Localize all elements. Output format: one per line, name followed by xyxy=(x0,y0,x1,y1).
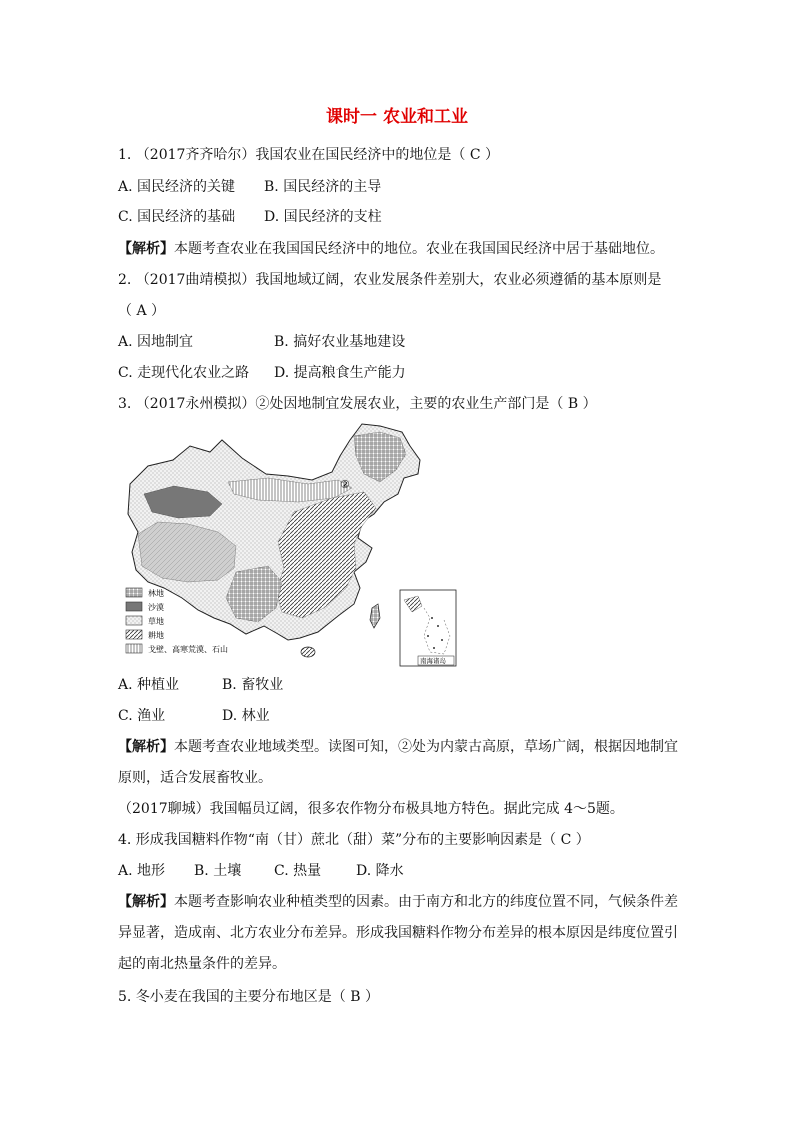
q2-stem-answer: （ A ） xyxy=(118,303,166,319)
q1-stem: 1. （2017齐齐哈尔）我国农业在国民经济中的地位是（ C ） xyxy=(118,147,500,163)
q3-option-c: C. 渔业 xyxy=(118,708,166,724)
q2-option-b: B. 搞好农业基地建设 xyxy=(274,334,406,350)
q3-option-d: D. 林业 xyxy=(222,708,270,724)
q4-analysis xyxy=(118,893,678,911)
q2-options-row-1 xyxy=(118,333,405,351)
q4-analysis-line-3: 起的南北热量条件的差异。 xyxy=(118,956,286,972)
q2-option-c: C. 走现代化农业之路 xyxy=(118,365,250,381)
q1-analysis-tag: 【解析】 xyxy=(118,241,174,257)
q3-option-a: A. 种植业 xyxy=(118,677,180,693)
hainan-island xyxy=(301,647,315,657)
q4-option-c: C. 热量 xyxy=(274,863,322,879)
q4-analysis-tag: 【解析】 xyxy=(118,894,174,910)
q3-analysis-line-2: 原则，适合发展畜牧业。 xyxy=(118,770,272,786)
legend-forest: 林地 xyxy=(148,589,164,598)
q4-options-row xyxy=(118,862,404,880)
q4-stem: 4. 形成我国糖料作物“南（甘）蔗北（甜）菜”分布的主要影响因素是（ C ） xyxy=(118,832,590,848)
page-title: 课时一 农业和工业 xyxy=(326,107,468,127)
legend-farmland: 耕地 xyxy=(148,631,164,640)
q2-stem: 2. （2017曲靖模拟）我国地域辽阔，农业发展条件差别大，农业必须遵循的基本原则是 xyxy=(118,272,662,288)
map-marker-2: ② xyxy=(340,478,350,491)
q2-option-a: A. 因地制宜 xyxy=(118,334,194,350)
q1-options-row-2 xyxy=(118,208,382,226)
q3-options-row-2 xyxy=(118,707,270,725)
q1-option-c: C. 国民经济的基础 xyxy=(118,209,236,225)
q4-option-d: D. 降水 xyxy=(356,863,404,879)
q1-option-a: A. 国民经济的关键 xyxy=(118,179,236,195)
q2-option-d: D. 提高粮食生产能力 xyxy=(274,365,406,381)
legend-desert: 沙漠 xyxy=(148,603,164,612)
q4-analysis-text: 本题考查影响农业种植类型的因素。由于南方和北方的纬度位置不同，气候条件差 xyxy=(174,894,678,910)
legend-gobi: 戈壁、高寒荒漠、石山 xyxy=(148,645,228,654)
taiwan-island xyxy=(370,604,380,628)
q1-options-row-1 xyxy=(118,178,381,196)
q1-analysis-text: 本题考查农业在我国国民经济中的地位。农业在我国国民经济中居于基础地位。 xyxy=(174,241,664,257)
q3-options-row-1 xyxy=(118,676,283,694)
q3-stem: 3. （2017永州模拟）②处因地制宜发展农业，主要的农业生产部门是（ B ） xyxy=(118,396,597,412)
q5-stem: 5. 冬小麦在我国的主要分布地区是（ B ） xyxy=(118,989,379,1005)
q3-option-b: B. 畜牧业 xyxy=(222,677,284,693)
q1-option-b: B. 国民经济的主导 xyxy=(264,179,382,195)
q3-analysis xyxy=(118,738,678,756)
q3-analysis-text: 本题考查农业地域类型。读图可知，②处为内蒙古高原，草场广阔，根据因地制宜 xyxy=(174,739,678,755)
q1-analysis xyxy=(118,240,664,258)
q2-options-row-2 xyxy=(118,364,406,382)
q4-analysis-line-2: 异显著，造成南、北方农业分布差异。形成我国糖料作物分布差异的根本原因是纬度位置引 xyxy=(118,925,678,941)
inset-label: 南海诸岛 xyxy=(420,657,446,665)
china-land-use-map xyxy=(118,422,460,668)
south-china-sea-inset xyxy=(400,590,456,666)
q3-analysis-tag: 【解析】 xyxy=(118,739,174,755)
q4-5-intro: （2017聊城）我国幅员辽阔，很多农作物分布极具地方特色。据此完成 4～5题。 xyxy=(118,801,624,817)
legend-grassland: 草地 xyxy=(148,617,164,626)
q4-option-a: A. 地形 xyxy=(118,863,166,879)
q1-option-d: D. 国民经济的支柱 xyxy=(264,209,382,225)
q4-option-b: B. 土壤 xyxy=(194,863,242,879)
